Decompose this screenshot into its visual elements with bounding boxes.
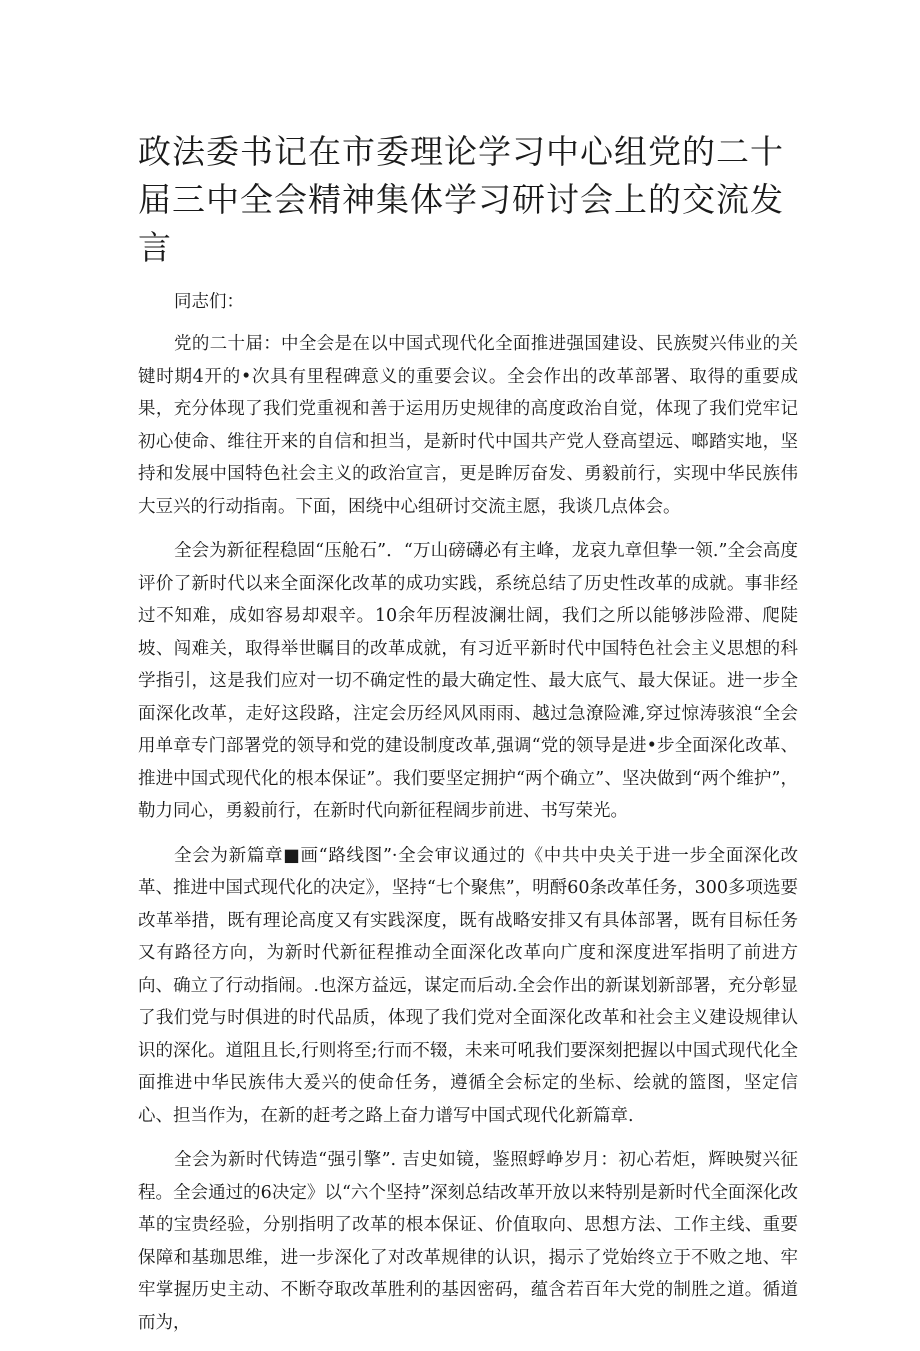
paragraph-2: 全会为新征程稳固“压舱石”．“万山磅礴必有主峰，龙哀九章但挚一领.”全会高度评价了新时代以来全面深化改革的成功实践，系统总结了历史性改革的成就。事非经过不知难，成如容易却艰辛。10余年历程波澜壮阔，我们之所以能够涉险滞、爬陡坡、闯难关，取得举世瞩目的改革成就，有习近平新时代中国特色社会主义思想的科学指引，这是我们应对一切不确定性的最大确定性、最大底气、最大保证。进一步全面深化改革，走好这段路，注定会历经风风雨雨、越过急潦险滩,穿过惊涛骇浪“全会用单章专门部署党的领导和党的建设制度改革,强调“党的领导是进•步全面深化改革、推进中国式现代化的根本保证”。我们要坚定拥护“两个确立”、坚决做到“两个维护”，勒力同心，勇毅前行，在新时代向新征程阔步前进、书写荣光。	[138, 541, 798, 821]
paragraph-4: 全会为新时代铸造“强引擎”. 吉史如镜，鉴照蜉峥岁月：初心若炬，辉映熨兴征程。全会通过的6决定》以“六个坚持”深刻总结改革开放以来特别是新时代全面深化改革的宝贵经验，分别指明了改革的根本保证、价值取向、思想方法、工作主线、重要保障和基珈思维，进一步深化了对改革规律的认识，揭示了党始终立于不败之地、牢牢掌握历史主动、不断夺取改革胜利的基因密码，蕴含若百年大党的制胜之道。循道而为，	[138, 1150, 798, 1333]
greeting: 同志们：	[174, 292, 244, 312]
paragraph-1: 党的二十届：中全会是在以中国式现代化全面推进强国建设、民族熨兴伟业的关键时期4开的•次具有里程碑意义的重要会议。全会作出的改革部署、取得的重要成果，充分体现了我们党重视和善于运用历史规律的高度政治自觉，体现了我们党牢记初心使命、维往开来的自信和担当，是新时代中国共产党人登高望远、啷踏实地，坚持和发展中国特色社会主义的政治宣言，更是眸厉奋发、勇毅前行，实现中华民族伟大豆兴的行动指南。下面，困绕中心组研讨交流主愿，我谈几点体会。	[138, 334, 798, 517]
document-page	[138, 128, 798, 1351]
document-title: 政法委书记在市委理论学习中心组党的二十届三中全会精神集体学习研讨会上的交流发言	[138, 132, 784, 267]
paragraph-3: 全会为新篇章■画“路线图”·全会审议通过的《中共中央关于进一步全面深化改革、推进中国式现代化的决定》，坚持“七个聚焦”，明酹60条改革任务，300多项选要改革举措，既有理论高度又有实践深度，既有战略安排又有具体部署，既有目标任务又有路径方向，为新时代新征程推动全面深化改革向广度和深度进军指明了前进方向、确立了行动指闹。.也深方益远，谋定而后动.全会作出的新谋划新部署，充分彰显了我们党与时俱进的时代品质，体现了我们党对全面深化改革和社会主义建设规律认识的深化。道阻且长,行则将至;行而不辍，未来可吼我们要深刻把握以中国式现代化全面推进中华民族伟大爰兴的使命任务，遵循全会标定的坐标、绘就的篮图，坚定信心、担当作为，在新的赶考之路上奋力谱写中国式现代化新篇章.	[138, 845, 798, 1126]
